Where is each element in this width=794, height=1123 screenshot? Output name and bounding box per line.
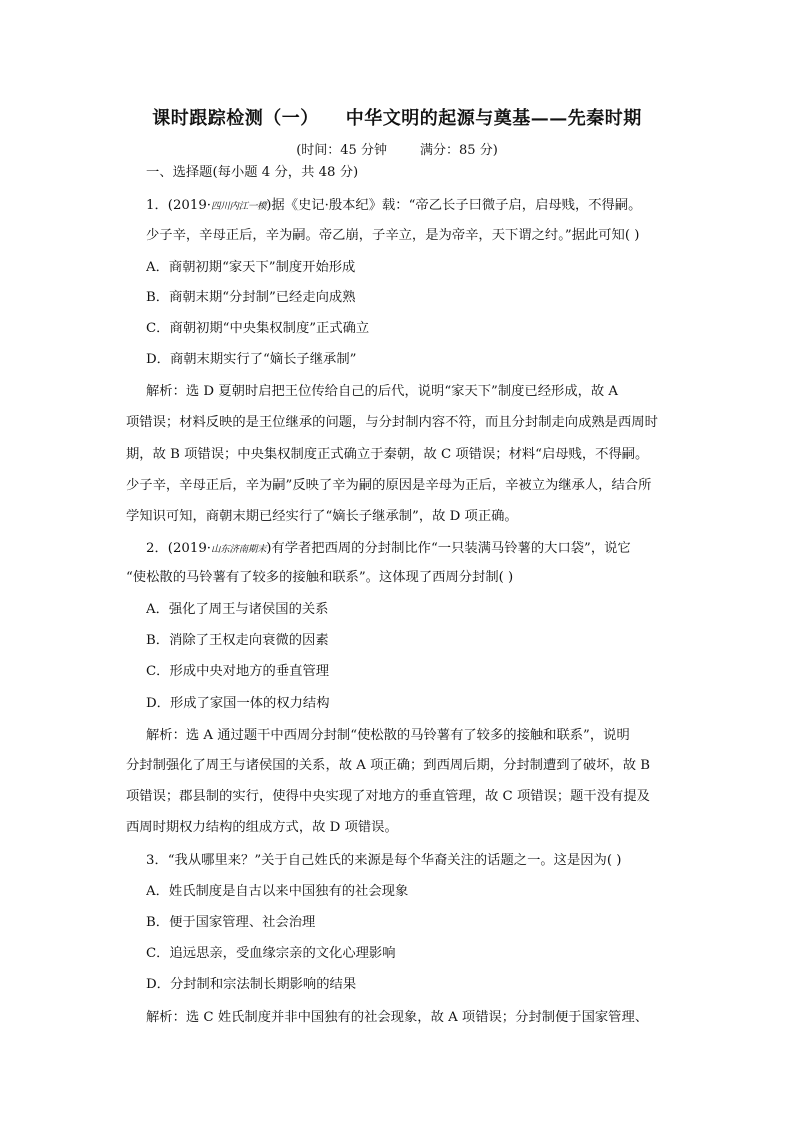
analysis-line: 解析：选 D 夏朝时启把王位传给自己的后代，说明“家天下”制度已经形成，故 A [146, 384, 619, 399]
question-text: )据《史记·殷本纪》载：“帝乙长子曰微子启，启母贱，不得嗣。 [266, 198, 642, 213]
option-a: A．姓氏制度是自古以来中国独有的社会现象 [146, 884, 409, 899]
option-b: B．商朝末期“分封制”已经走向成熟 [146, 290, 356, 305]
section-heading: 一、选择题(每小题 4 分，共 48 分) [146, 165, 359, 180]
question-text: )有学者把西周的分封制比作“一只装满马铃薯的大口袋”，说它 [266, 541, 631, 556]
option-a: A．商朝初期“家天下”制度开始形成 [146, 260, 356, 275]
option-c: C．商朝初期“中央集权制度”正式确立 [146, 321, 370, 336]
option-d: D．分封制和宗法制长期影响的结果 [146, 977, 357, 992]
question-source: 山东济南期末 [211, 544, 267, 555]
analysis-line: 学知识可知，商朝末期已经实行了“嫡长子继承制”，故 D 项正确。 [126, 509, 518, 524]
analysis-line: 项错误；材料反映的是王位继承的问题，与分封制内容不符，而且分封制走向成熟是西周时 [126, 415, 658, 430]
question-source: 四川内江一模 [211, 201, 267, 212]
analysis-line: 期，故 B 项错误；中央集权制度正式确立于秦朝，故 C 项错误；材料“启母贱，不得嗣。 [126, 447, 649, 462]
option-a: A．强化了周王与诸侯国的关系 [146, 602, 329, 617]
option-d: D．形成了家国一体的权力结构 [146, 696, 330, 711]
option-c: C．形成中央对地方的垂直管理 [146, 664, 330, 679]
question-3-line-1: 3．“我从哪里来？”关于自己姓氏的来源是每个华裔关注的话题之一。这是因为( ) [146, 853, 622, 868]
question-1-line-2: 少子辛，辛母正后，辛为嗣。帝乙崩，子辛立，是为帝辛，天下谓之纣。”据此可知( ) [146, 228, 640, 243]
question-2-line-1 [146, 539, 666, 560]
analysis-line: 少子辛，辛母正后，辛为嗣”反映了辛为嗣的原因是辛母为正后，辛被立为继承人，结合所 [126, 478, 652, 493]
analysis-line: 分封制强化了周王与诸侯国的关系，故 A 项正确；到西周后期，分封制遭到了破坏，故 B [126, 758, 651, 773]
page-title: 课时跟踪检测（一） 中华文明的起源与奠基——先秦时期 [152, 108, 642, 129]
option-b: B．便于国家管理、社会治理 [146, 915, 316, 930]
analysis-line: 西周时期权力结构的组成方式，故 D 项错误。 [126, 820, 398, 835]
analysis-line: 项错误；郡县制的实行，使得中央实现了对地方的垂直管理，故 C 项错误；题干没有提及 [126, 789, 650, 804]
question-number: 2．(2019· [146, 541, 212, 556]
analysis-line: 解析：选 A 通过题干中西周分封制“使松散的马铃薯有了较多的接触和联系”，说明 [146, 728, 630, 743]
option-d: D．商朝末期实行了“嫡长子继承制” [146, 352, 357, 367]
time-score-info: (时间：45 分钟 满分：85 分) [296, 143, 498, 158]
question-2-line-2: “使松散的马铃薯有了较多的接触和联系”。这体现了西周分封制( ) [126, 570, 514, 585]
analysis-line: 解析：选 C 姓氏制度并非中国独有的社会现象，故 A 项错误；分封制便于国家管理、 [146, 1010, 649, 1025]
option-b: B．消除了王权走向衰微的因素 [146, 633, 329, 648]
question-number: 1．(2019· [146, 198, 212, 213]
option-c: C．追远思亲，受血缘宗亲的文化心理影响 [146, 946, 396, 961]
question-1-line-1 [146, 196, 666, 217]
